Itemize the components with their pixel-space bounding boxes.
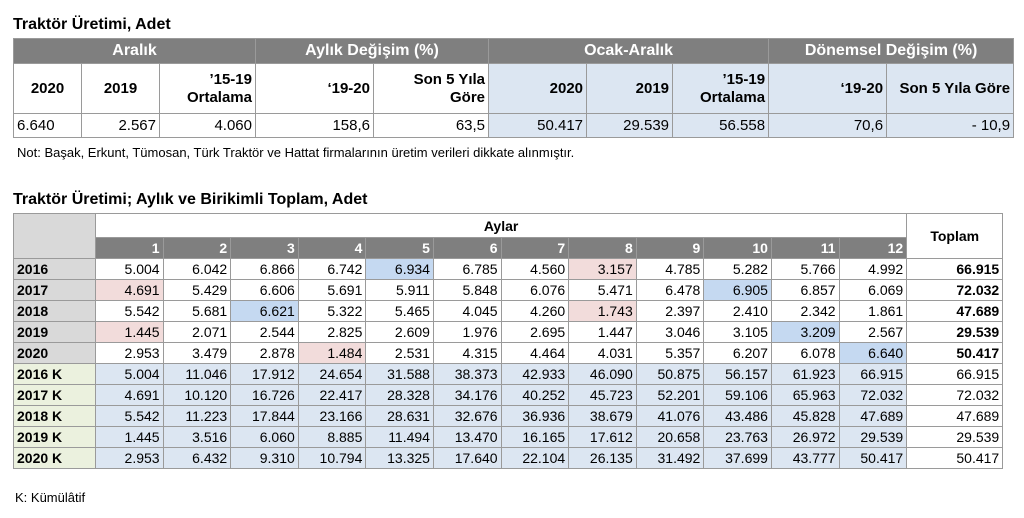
subheader-jan-dec-2020: 2020 [489,64,587,114]
table-cell: 50.875 [636,364,704,385]
table-cell: 11.046 [163,364,231,385]
total-header: Toplam [907,214,1003,259]
table-row [14,301,1003,322]
table-cell: 22.417 [298,385,366,406]
table-cell: 22.104 [501,448,569,469]
row-total: 29.539 [907,322,1003,343]
table-cell: 3.516 [163,427,231,448]
table-cell: 2.609 [366,322,434,343]
table-row [14,259,1003,280]
table-cell: 1.484 [298,343,366,364]
table-cell: 1.445 [96,322,164,343]
table-cell: 2.342 [771,301,839,322]
table-cell: 1.861 [839,301,907,322]
table-cell: 6.042 [163,259,231,280]
table-cell: 2.071 [163,322,231,343]
table-cell: 6.857 [771,280,839,301]
table-cell: 65.963 [771,385,839,406]
table-cell: 2.397 [636,301,704,322]
table-cell: 50.417 [839,448,907,469]
row-total: 50.417 [907,448,1003,469]
table-cell: 5.681 [163,301,231,322]
table-cell: 3.157 [569,259,637,280]
table-cell: 2.531 [366,343,434,364]
table-cell: 3.209 [771,322,839,343]
table-cell: 6.432 [163,448,231,469]
month-header-9: 9 [636,238,704,259]
table-cell: 26.135 [569,448,637,469]
table-cell: 2.695 [501,322,569,343]
table-cell: 10.794 [298,448,366,469]
row-label: 2017 [14,280,96,301]
table-cell: 72.032 [839,385,907,406]
table-cell: 23.166 [298,406,366,427]
table-cell: 6.621 [231,301,299,322]
value-period-change-19-20: 70,6 [769,114,887,138]
month-header-5: 5 [366,238,434,259]
table-cell: 6.076 [501,280,569,301]
table-cell: 4.691 [96,385,164,406]
table-cell: 13.325 [366,448,434,469]
row-label: 2018 [14,301,96,322]
value-jan-dec-2019: 29.539 [587,114,673,138]
table-cell: 6.069 [839,280,907,301]
table-cell: 4.260 [501,301,569,322]
table-cell: 24.654 [298,364,366,385]
table-cell: 1.743 [569,301,637,322]
table-cell: 6.785 [433,259,501,280]
table-cell: 5.322 [298,301,366,322]
table-cell: 5.542 [96,406,164,427]
subheader-aralik-2020: 2020 [14,64,82,114]
row-label: 2016 K [14,364,96,385]
table-cell: 6.934 [366,259,434,280]
table-cell: 43.777 [771,448,839,469]
table-cell: 6.606 [231,280,299,301]
table-row [14,280,1003,301]
table1-note: Not: Başak, Erkunt, Tümosan, Türk Traktör ve Hattat firmalarının üretim verileri dikkate alınmıştır. [17,145,575,160]
table-cell: 5.282 [704,259,772,280]
table-cell: 1.447 [569,322,637,343]
group-header-aralik: Aralık [14,39,256,64]
table-row [14,385,1003,406]
table-cell: 6.207 [704,343,772,364]
table-cell: 6.060 [231,427,299,448]
table-cell: 11.223 [163,406,231,427]
table-cell: 29.539 [839,427,907,448]
month-header-8: 8 [569,238,637,259]
table-cell: 38.679 [569,406,637,427]
table2-title: Traktör Üretimi; Aylık ve Birikimli Toplam, Adet [13,191,368,208]
table-cell: 52.201 [636,385,704,406]
table-cell: 17.612 [569,427,637,448]
month-header-2: 2 [163,238,231,259]
table-cell: 5.911 [366,280,434,301]
monthly-production-summary-table [13,38,1014,138]
row-label: 2019 K [14,427,96,448]
table-cell: 5.429 [163,280,231,301]
table-cell: 5.542 [96,301,164,322]
table-cell: 5.004 [96,259,164,280]
group-header-period-change: Dönemsel Değişim (%) [769,39,1014,64]
table-cell: 16.165 [501,427,569,448]
table-cell: 45.723 [569,385,637,406]
table-cell: 4.045 [433,301,501,322]
table-row [14,448,1003,469]
month-header-12: 12 [839,238,907,259]
table-cell: 28.328 [366,385,434,406]
row-label: 2017 K [14,385,96,406]
month-header-11: 11 [771,238,839,259]
subheader-aralik-avg: ’15-19 Ortalama [160,64,256,114]
table-cell: 46.090 [569,364,637,385]
month-header-1: 1 [96,238,164,259]
value-jan-dec-2020: 50.417 [489,114,587,138]
group-header-jan-dec: Ocak-Aralık [489,39,769,64]
table-cell: 5.766 [771,259,839,280]
value-monthly-change-5y: 63,5 [374,114,489,138]
table-cell: 4.031 [569,343,637,364]
table-cell: 2.878 [231,343,299,364]
value-monthly-change-19-20: 158,6 [256,114,374,138]
table2-note: K: Kümülâtif [15,490,86,505]
table-cell: 43.486 [704,406,772,427]
row-total: 66.915 [907,259,1003,280]
table-cell: 2.567 [839,322,907,343]
table-cell: 32.676 [433,406,501,427]
value-jan-dec-avg: 56.558 [673,114,769,138]
table-cell: 6.640 [839,343,907,364]
table-cell: 5.357 [636,343,704,364]
table-cell: 3.479 [163,343,231,364]
table-cell: 59.106 [704,385,772,406]
row-total: 29.539 [907,427,1003,448]
row-label: 2020 [14,343,96,364]
subheader-monthly-change-5y: Son 5 Yıla Göre [374,64,489,114]
table-cell: 4.992 [839,259,907,280]
table-cell: 41.076 [636,406,704,427]
table-cell: 28.631 [366,406,434,427]
group-header-monthly-change: Aylık Değişim (%) [256,39,489,64]
value-aralik-2019: 2.567 [82,114,160,138]
table-cell: 4.464 [501,343,569,364]
subheader-monthly-change-19-20: ‘19-20 [256,64,374,114]
table-cell: 1.445 [96,427,164,448]
table-cell: 26.972 [771,427,839,448]
value-aralik-2020: 6.640 [14,114,82,138]
table-cell: 17.844 [231,406,299,427]
table-row [14,427,1003,448]
table-cell: 4.691 [96,280,164,301]
table-cell: 6.478 [636,280,704,301]
table-cell: 38.373 [433,364,501,385]
table-cell: 2.410 [704,301,772,322]
table-cell: 16.726 [231,385,299,406]
table-cell: 6.742 [298,259,366,280]
row-label: 2019 [14,322,96,343]
table-cell: 4.785 [636,259,704,280]
value-period-change-5y: - 10,9 [887,114,1014,138]
table-row [14,343,1003,364]
month-header-10: 10 [704,238,772,259]
table-cell: 42.933 [501,364,569,385]
subheader-jan-dec-avg: ’15-19 Ortalama [673,64,769,114]
table-cell: 40.252 [501,385,569,406]
table-cell: 31.492 [636,448,704,469]
month-header-3: 3 [231,238,299,259]
row-label: 2020 K [14,448,96,469]
table-cell: 13.470 [433,427,501,448]
table-cell: 17.640 [433,448,501,469]
table-row [14,406,1003,427]
table-cell: 66.915 [839,364,907,385]
value-aralik-avg: 4.060 [160,114,256,138]
table-cell: 37.699 [704,448,772,469]
table-cell: 20.658 [636,427,704,448]
table-cell: 2.825 [298,322,366,343]
table-cell: 4.315 [433,343,501,364]
table-cell: 36.936 [501,406,569,427]
table-cell: 5.471 [569,280,637,301]
row-total: 72.032 [907,280,1003,301]
subheader-jan-dec-2019: 2019 [587,64,673,114]
table-cell: 17.912 [231,364,299,385]
corner-cell [14,214,96,259]
row-total: 66.915 [907,364,1003,385]
row-total: 47.689 [907,301,1003,322]
row-label: 2016 [14,259,96,280]
table-cell: 5.465 [366,301,434,322]
table-cell: 34.176 [433,385,501,406]
table-row [14,364,1003,385]
table-row [14,322,1003,343]
row-total: 47.689 [907,406,1003,427]
table-cell: 56.157 [704,364,772,385]
table-cell: 2.953 [96,448,164,469]
monthly-cumulative-table [13,213,1003,469]
table-cell: 23.763 [704,427,772,448]
table-cell: 1.976 [433,322,501,343]
table-cell: 6.866 [231,259,299,280]
subheader-period-change-19-20: ‘19-20 [769,64,887,114]
table-cell: 10.120 [163,385,231,406]
row-total: 50.417 [907,343,1003,364]
month-header-7: 7 [501,238,569,259]
table-cell: 2.953 [96,343,164,364]
table-cell: 9.310 [231,448,299,469]
table-cell: 47.689 [839,406,907,427]
month-header-4: 4 [298,238,366,259]
table-cell: 6.905 [704,280,772,301]
row-total: 72.032 [907,385,1003,406]
table-cell: 4.560 [501,259,569,280]
table-cell: 5.848 [433,280,501,301]
months-header: Aylar [96,214,907,238]
table-cell: 5.004 [96,364,164,385]
table-cell: 61.923 [771,364,839,385]
table-cell: 2.544 [231,322,299,343]
table-cell: 8.885 [298,427,366,448]
table-cell: 3.046 [636,322,704,343]
month-header-6: 6 [433,238,501,259]
table-cell: 6.078 [771,343,839,364]
table-cell: 45.828 [771,406,839,427]
subheader-aralik-2019: 2019 [82,64,160,114]
row-label: 2018 K [14,406,96,427]
table-cell: 11.494 [366,427,434,448]
table-cell: 5.691 [298,280,366,301]
table-cell: 3.105 [704,322,772,343]
table-cell: 31.588 [366,364,434,385]
subheader-period-change-5y: Son 5 Yıla Göre [887,64,1014,114]
table1-title: Traktör Üretimi, Adet [13,16,171,33]
